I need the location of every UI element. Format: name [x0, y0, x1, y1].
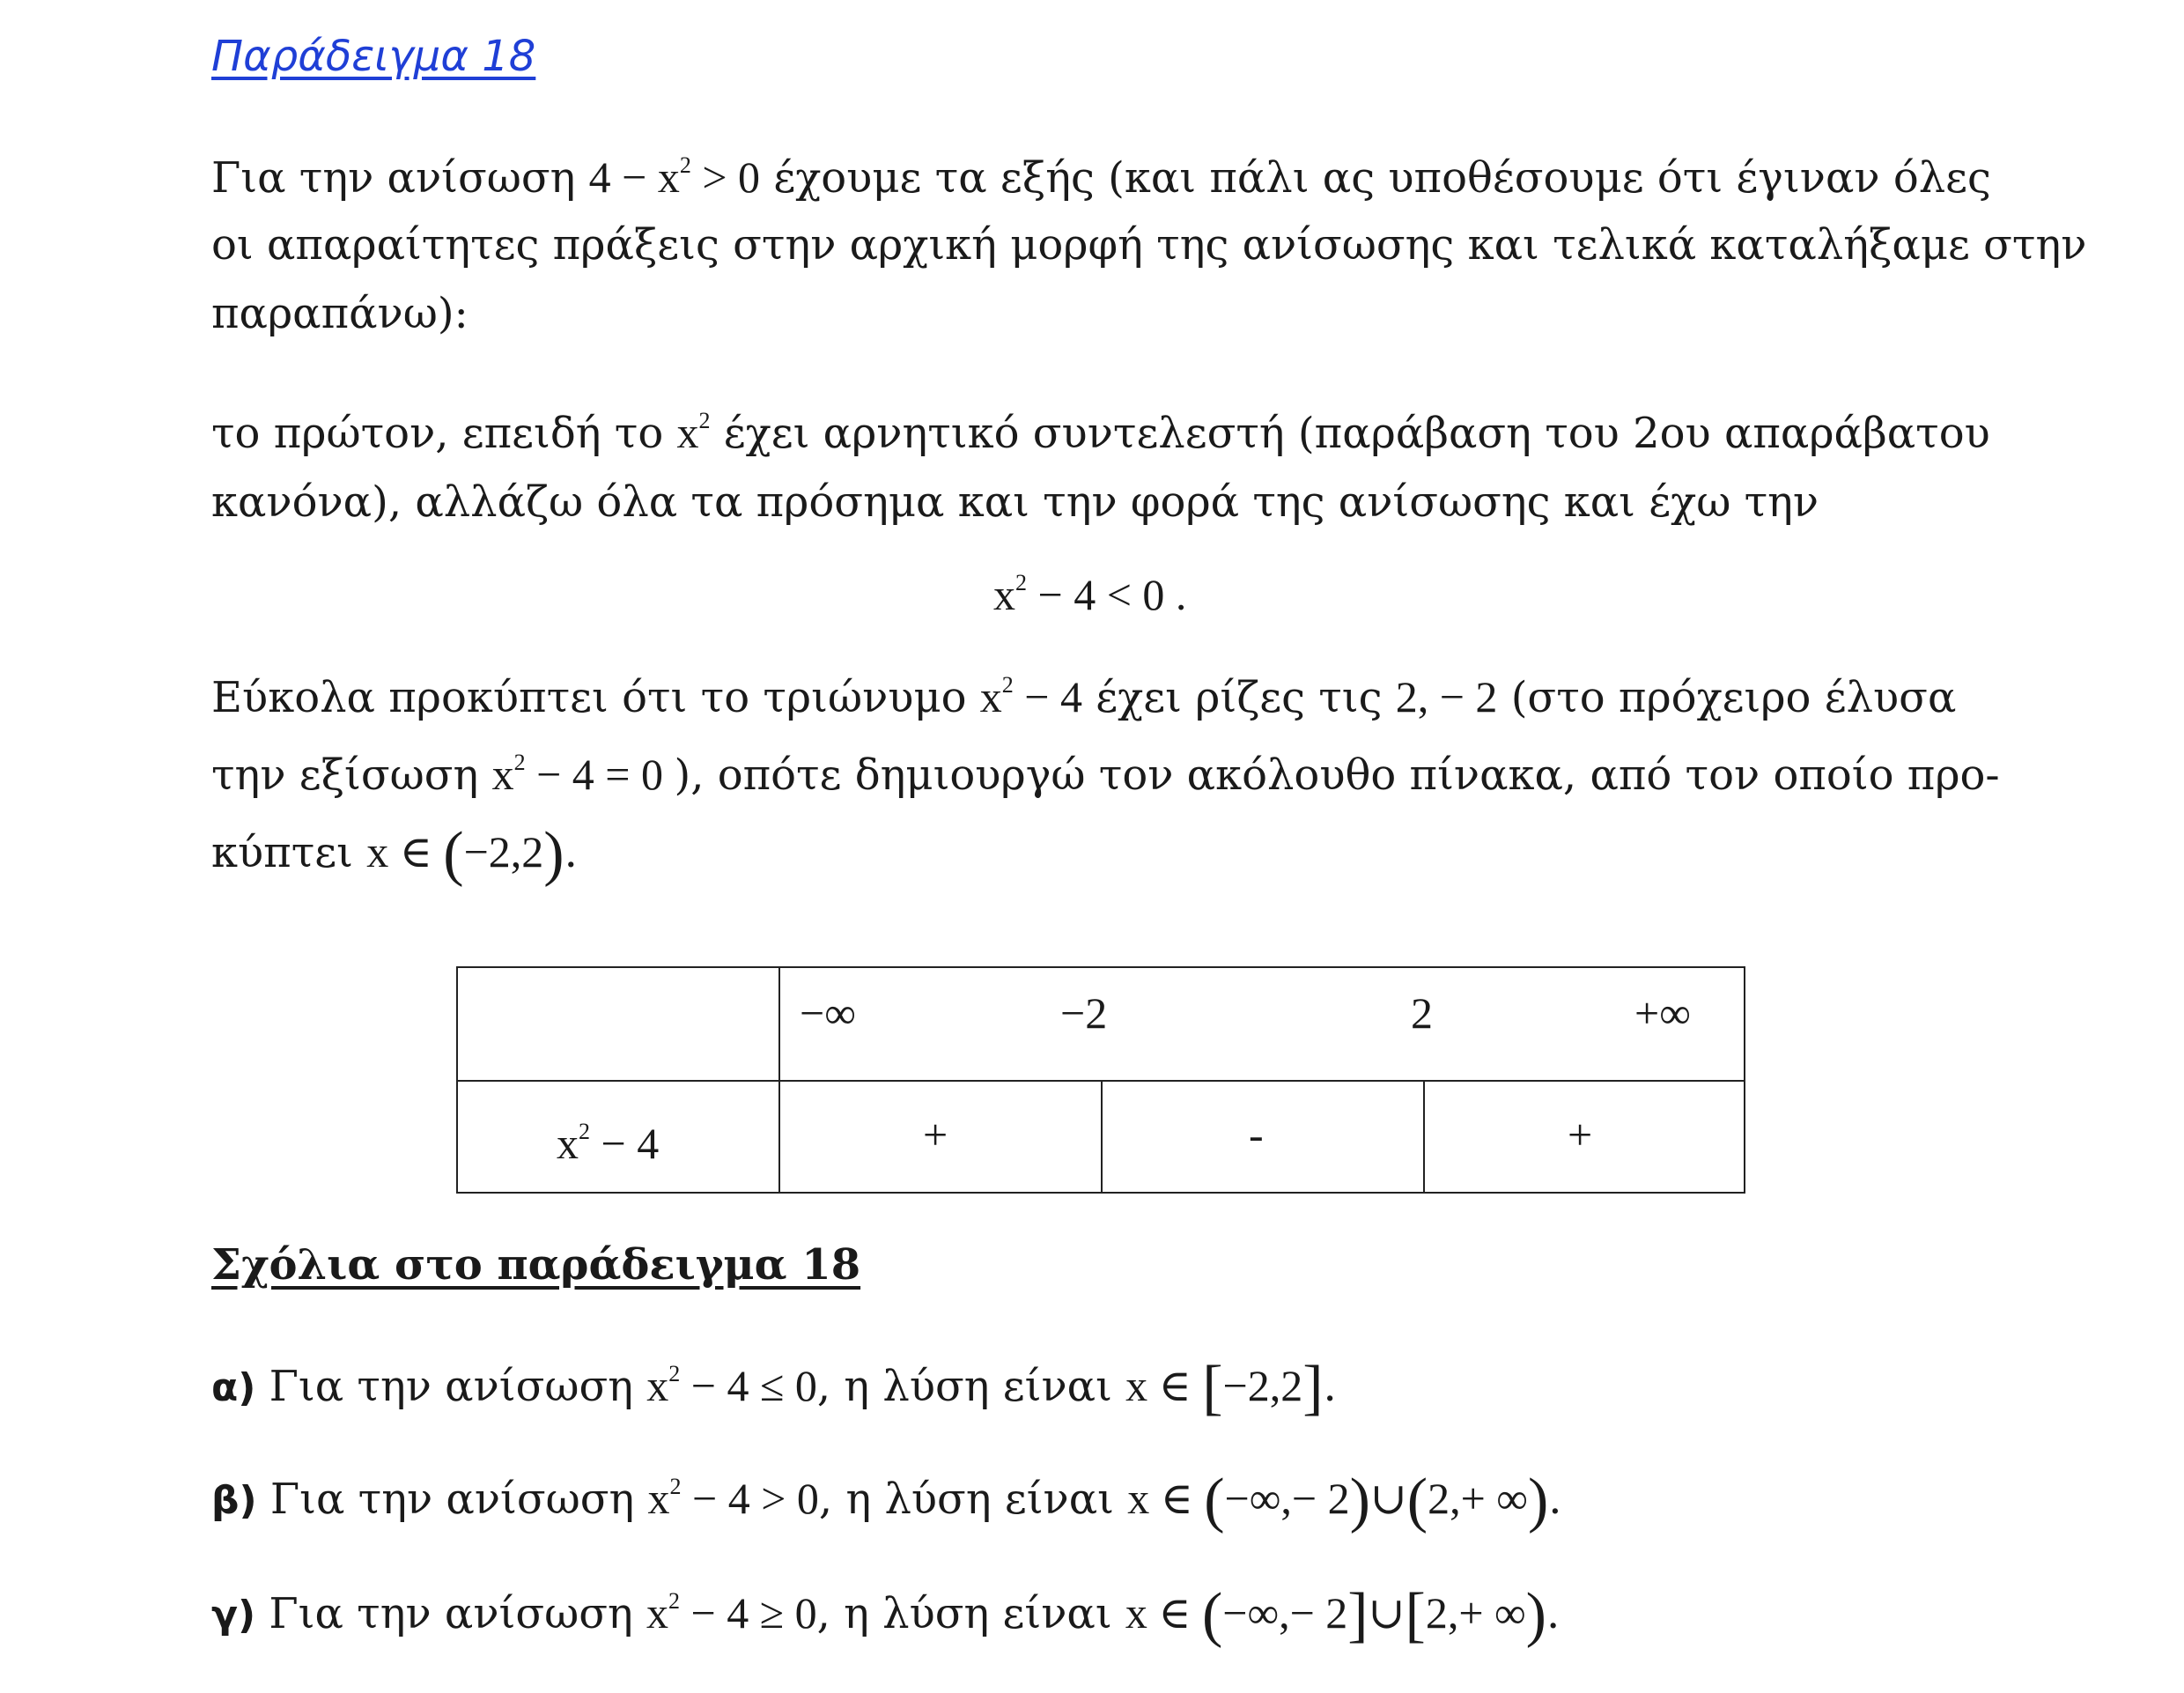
- sign-cell-1: +: [923, 1110, 948, 1159]
- solution-math: x ∈ (−∞,− 2]∪[2,+ ∞): [1125, 1581, 1546, 1649]
- item-label: γ): [211, 1593, 256, 1638]
- inequality-math: $4 - x^2 > 0$: [588, 152, 761, 202]
- intro-line-2: οι απαραίτητες πράξεις στην αρχική μορφή της ανίσωσης και τελικά καταλήξαμε στην: [211, 220, 2087, 270]
- comment-item-b: β) Για την ανίσωση $x^2 - 4 > 0$, η λύση είναι x ∈ (−∞,− 2)∪(2,+ ∞).: [211, 1467, 1562, 1534]
- roots-line-3: κύπτει x ∈ (−2,2).: [211, 820, 578, 888]
- example-title[interactable]: Παράδειγμα 18: [211, 32, 536, 81]
- comment-item-c: γ) Για την ανίσωση $x^2 - 4 \ge 0$, η λύση είναι x ∈ (−∞,− 2]∪[2,+ ∞).: [211, 1581, 1561, 1649]
- solution-math: x ∈ [−2,2]: [1125, 1354, 1324, 1422]
- table-divider: [1423, 1081, 1425, 1192]
- header-two: 2: [1411, 988, 1433, 1038]
- solution-math: x ∈ (−∞,− 2)∪(2,+ ∞): [1127, 1467, 1549, 1534]
- item-label: β): [211, 1478, 257, 1523]
- table-divider: [1101, 1081, 1103, 1192]
- trinomial-math: $x^2 - 4$: [979, 672, 1082, 721]
- solution-math: x ∈ (−2,2): [366, 820, 564, 888]
- sign-table: [456, 966, 1745, 1194]
- sign-cell-3: +: [1568, 1110, 1593, 1159]
- intro-line-3: παραπάνω):: [211, 289, 469, 338]
- roots-values: 2, − 2: [1395, 672, 1498, 721]
- roots-line-2: την εξίσωση $x^2 - 4 = 0$ ), οπότε δημιουργώ τον ακόλουθο πίνακα, από τον οποίο προ-: [211, 750, 2000, 800]
- intro-line-1: [211, 152, 1991, 203]
- step-line-2: κανόνα), αλλάζω όλα τα πρόσημα και την φορά της ανίσωσης και έχω την: [211, 477, 1819, 527]
- equation-math: $x^2 - 4 = 0$: [491, 750, 675, 799]
- centered-inequality: $x^2 - 4 < 0$ .: [993, 570, 1187, 619]
- intro-text: Για την ανίσωση: [211, 153, 589, 203]
- header-minus-two: −2: [1060, 988, 1108, 1038]
- comment-item-a: α) Για την ανίσωση $x^2 - 4 \le 0$, η λύση είναι x ∈ [−2,2].: [211, 1354, 1337, 1422]
- table-divider: [458, 1080, 1744, 1082]
- intro-text: έχουμε τα εξής (και πάλι ας υποθέσουμε ότι έγιναν όλες: [760, 153, 1991, 203]
- header-plus-infinity: +∞: [1634, 988, 1691, 1038]
- item-label: α): [211, 1365, 256, 1410]
- sign-cell-2: -: [1249, 1110, 1264, 1159]
- step-line-1: το πρώτον, επειδή το $x^2$ έχει αρνητικό συντελεστή (παράβαση του 2ου απαράβατου: [211, 408, 1990, 458]
- roots-line-1: Εύκολα προκύπτει ότι το τριώνυμο $x^2 - 4$ έχει ρίζες τις 2, − 2 (στο πρόχειρο έλυσα: [211, 672, 1957, 722]
- header-minus-infinity: −∞: [800, 988, 856, 1038]
- comments-title: Σχόλια στο παράδειγμα 18: [211, 1240, 861, 1290]
- x-squared-math: $x^2$: [676, 408, 711, 457]
- row-label: $x^2 - 4$: [557, 1119, 660, 1168]
